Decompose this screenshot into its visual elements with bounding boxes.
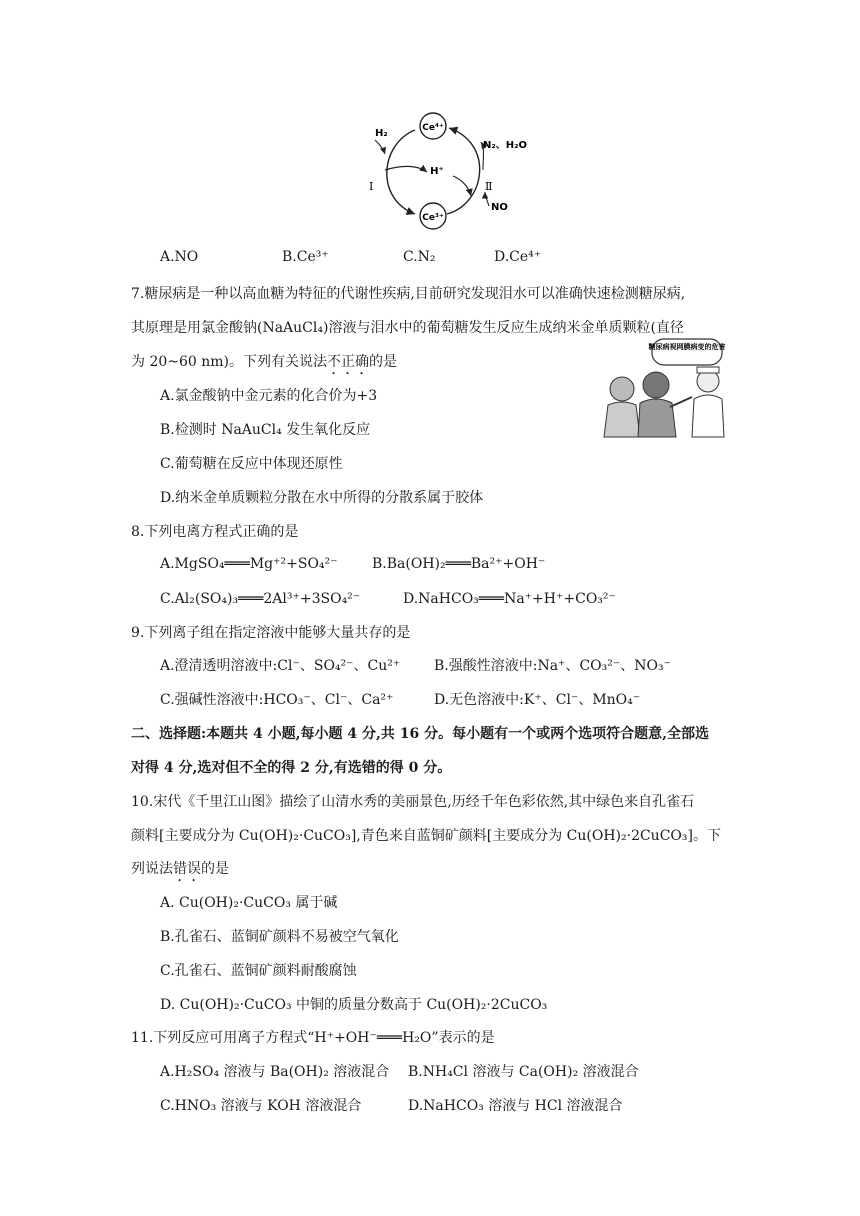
doctor-cap xyxy=(697,367,719,373)
q10-option-b: B.孔雀石、蓝铜矿颜料不易被空气氧化 xyxy=(160,929,399,945)
q8-option-b: B.Ba(OH)₂═══Ba²⁺+OH⁻ xyxy=(372,556,546,572)
q7-option-d: D.纳米金单质颗粒分散在水中所得的分散系属于胶体 xyxy=(160,490,484,506)
n2-h2o-label: N₂、H₂O xyxy=(483,140,527,151)
q6-option-d: D.Ce⁴⁺ xyxy=(494,249,542,265)
q10-stem-line-3-tail: 的是 xyxy=(201,861,229,877)
roman-1-label: Ⅰ xyxy=(369,180,374,193)
q6-option-b: B.Ce³⁺ xyxy=(282,249,329,265)
pointing-arm xyxy=(670,397,692,407)
q9-option-b: B.强酸性溶液中:Na⁺、CO₃²⁻、NO₃⁻ xyxy=(434,658,671,674)
doctor-cartoon-image xyxy=(600,337,740,439)
patient-1-body xyxy=(604,402,640,437)
q7-emphasis: 不正确 xyxy=(327,354,370,370)
q10-emphasis: 错误 xyxy=(173,861,201,877)
q6-option-c: C.N₂ xyxy=(403,249,436,265)
patient-1-head xyxy=(610,377,634,401)
ce3-label: Ce³⁺ xyxy=(422,213,444,223)
section-2-heading-line-1: 二、选择题:本题共 4 小题,每小题 4 分,共 16 分。每小题有一个或两个选项符合题意,全部选 xyxy=(131,726,709,742)
q11-stem: 11.下列反应可用离子方程式“H⁺+OH⁻═══H₂O”表示的是 xyxy=(131,1030,495,1046)
roman-2-label: Ⅱ xyxy=(485,180,493,193)
h2-label: H₂ xyxy=(375,128,388,139)
arrow-h2-in xyxy=(375,140,385,154)
q9-option-a: A.澄清透明溶液中:Cl⁻、SO₄²⁻、Cu²⁺ xyxy=(160,658,401,674)
q8-stem: 8.下列电离方程式正确的是 xyxy=(131,524,299,540)
q10-stem-line-3 xyxy=(131,859,229,885)
q11-option-a: A.H₂SO₄ 溶液与 Ba(OH)₂ 溶液混合 xyxy=(160,1064,390,1080)
q7-option-c: C.葡萄糖在反应中体现还原性 xyxy=(160,456,343,472)
q10-stem-line-3-text: 列说法 xyxy=(131,861,173,877)
q10-stem-line-1: 10.宋代《千里江山图》描绘了山清水秀的美丽景色,历经千年色彩依然,其中绿色来自孔雀石 xyxy=(131,794,695,810)
q9-option-d: D.无色溶液中:K⁺、Cl⁻、MnO₄⁻ xyxy=(434,692,641,708)
q7-option-a: A.氯金酸钠中金元素的化合价为+3 xyxy=(160,388,378,404)
q7-stem-line-3 xyxy=(131,352,397,378)
doctor-coat xyxy=(692,395,724,437)
hplus-label: H⁺ xyxy=(430,166,444,177)
ce-cycle-diagram xyxy=(355,104,545,244)
q7-stem-line-3-text: 为 20~60 nm)。下列有关说法 xyxy=(131,354,328,370)
q11-option-c: C.HNO₃ 溶液与 KOH 溶液混合 xyxy=(160,1098,362,1114)
section-2-heading-line-2: 对得 4 分,选对但不全的得 2 分,有选错的得 0 分。 xyxy=(131,760,452,776)
q10-option-d: D. Cu(OH)₂·CuCO₃ 中铜的质量分数高于 Cu(OH)₂·2CuCO₃ xyxy=(160,997,548,1013)
q7-stem-line-1: 7.糖尿病是一种以高血糖为特征的代谢性疾病,目前研究发现泪水可以准确快速检测糖尿病, xyxy=(131,286,686,302)
speech-bubble-text: 糖尿病视网膜病变的危害 xyxy=(648,343,726,351)
cycle-right-arc xyxy=(447,128,480,214)
arrow-to-hplus xyxy=(385,166,427,172)
cycle-left-arc xyxy=(387,130,415,214)
q11-option-b: B.NH₄Cl 溶液与 Ca(OH)₂ 溶液混合 xyxy=(408,1064,639,1080)
ce4-label: Ce⁴⁺ xyxy=(422,123,444,133)
q9-option-c: C.强碱性溶液中:HCO₃⁻、Cl⁻、Ca²⁺ xyxy=(160,692,394,708)
q7-option-b: B.检测时 NaAuCl₄ 发生氧化反应 xyxy=(160,422,371,438)
q8-option-d: D.NaHCO₃═══Na⁺+H⁺+CO₃²⁻ xyxy=(403,591,616,607)
q9-stem: 9.下列离子组在指定溶液中能够大量共存的是 xyxy=(131,625,411,641)
q11-option-d: D.NaHCO₃ 溶液与 HCl 溶液混合 xyxy=(408,1098,623,1114)
q8-option-c: C.Al₂(SO₄)₃═══2Al³⁺+3SO₄²⁻ xyxy=(160,591,361,607)
patient-2-body xyxy=(638,399,676,437)
q10-stem-line-2: 颜料[主要成分为 Cu(OH)₂·CuCO₃],青色来自蓝铜矿颜料[主要成分为 Cu(OH)₂·2CuCO₃]。下 xyxy=(131,828,721,844)
q7-stem-line-3-tail: 的是 xyxy=(369,354,398,370)
q10-option-a: A. Cu(OH)₂·CuCO₃ 属于碱 xyxy=(160,895,338,911)
no-label: NO xyxy=(491,202,508,213)
arrow-from-hplus xyxy=(453,176,471,196)
arrow-no-in xyxy=(485,192,489,206)
q6-option-a: A.NO xyxy=(160,249,199,265)
q8-option-a: A.MgSO₄═══Mg⁺²+SO₄²⁻ xyxy=(160,556,338,572)
q7-stem-line-2: 其原理是用氯金酸钠(NaAuCl₄)溶液与泪水中的葡萄糖发生反应生成纳米金单质颗粒(直径 xyxy=(131,320,684,336)
q10-option-c: C.孔雀石、蓝铜矿颜料耐酸腐蚀 xyxy=(160,963,357,979)
patient-2-head xyxy=(643,372,669,398)
